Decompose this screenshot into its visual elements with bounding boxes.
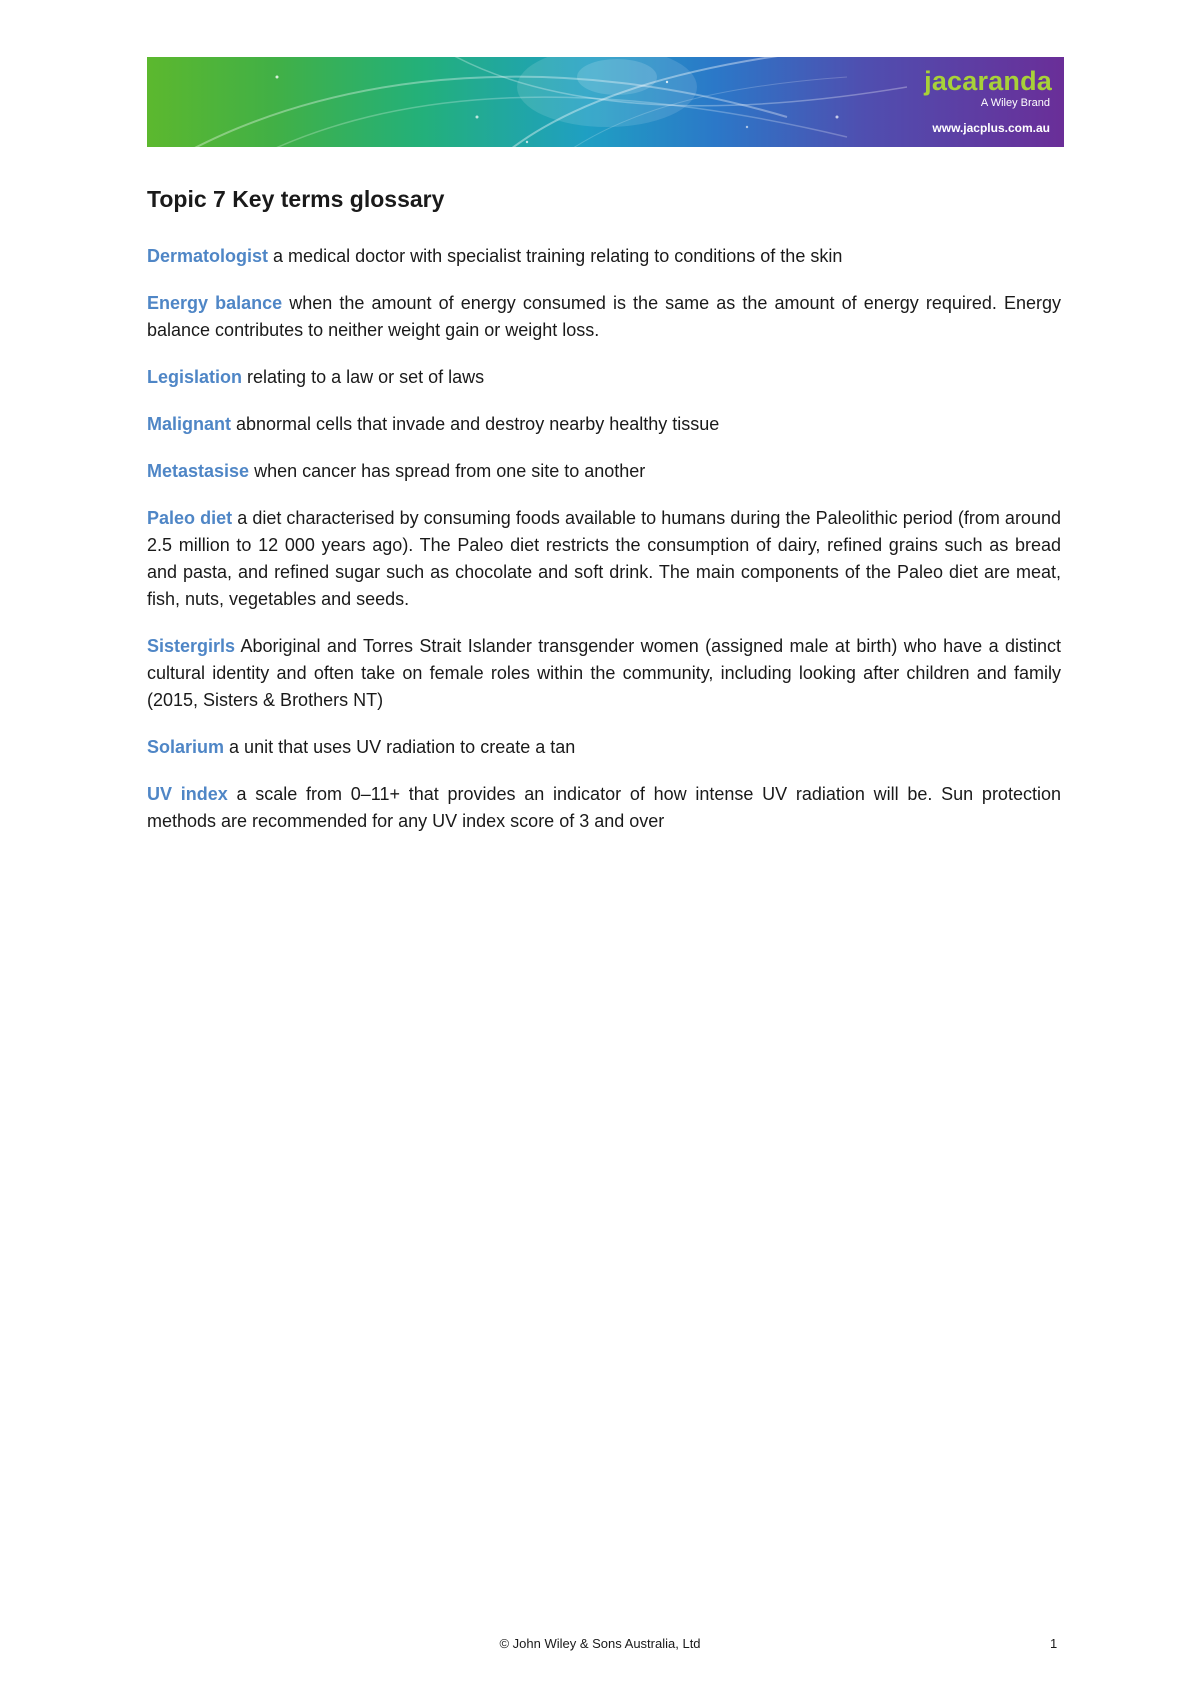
brand-tagline: A Wiley Brand — [980, 97, 1050, 109]
glossary-term: Paleo diet — [147, 508, 233, 528]
brand-logo — [924, 67, 1052, 109]
glossary-term: Sistergirls — [147, 636, 236, 656]
glossary-term: Solarium — [147, 737, 225, 757]
glossary-entry — [147, 734, 1061, 761]
glossary-term: Metastasise — [147, 461, 250, 481]
glossary-entry — [147, 458, 1061, 485]
glossary-term: Legislation — [147, 367, 243, 387]
page-number: 1 — [1050, 1636, 1058, 1651]
footer-copyright: © John Wiley & Sons Australia, Ltd — [499, 1636, 701, 1651]
glossary-definition: a scale from 0–11+ that provides an indicator of how intense UV radiation will be. Sun protection methods are recommended for any UV index score of 3 and over — [147, 784, 1061, 831]
glossary-definition: when the amount of energy consumed is the same as the amount of energy required. Energy balance contributes to neither weight gain or weight loss. — [147, 293, 1061, 340]
glossary-term: Malignant — [147, 414, 231, 434]
glossary-definition: Aboriginal and Torres Strait Islander transgender women (assigned male at birth) who have a distinct cultural identity and often take on female roles within the community, including looking after children and family (2015, Sisters & Brothers NT) — [147, 636, 1061, 710]
glossary-definition: when cancer has spread from one site to another — [254, 461, 646, 481]
glossary-entry — [147, 290, 1061, 344]
glossary-entry — [147, 243, 1061, 270]
brand-name: jacaranda — [924, 66, 1052, 96]
glossary-term: Dermatologist — [147, 246, 269, 266]
glossary-definition: a unit that uses UV radiation to create a tan — [229, 737, 576, 757]
glossary-entry — [147, 364, 1061, 391]
glossary-entry — [147, 411, 1061, 438]
glossary-entry — [147, 781, 1061, 835]
page-title: Topic 7 Key terms glossary — [147, 186, 445, 212]
glossary-definition: relating to a law or set of laws — [247, 367, 485, 387]
glossary-entry — [147, 505, 1061, 613]
glossary-entry — [147, 633, 1061, 714]
brand-url: www.jacplus.com.au — [932, 121, 1050, 135]
header-banner — [147, 57, 1064, 147]
glossary-term: Energy balance — [147, 293, 283, 313]
glossary-definition: a medical doctor with specialist training relating to conditions of the skin — [273, 246, 843, 266]
glossary-definition: a diet characterised by consuming foods available to humans during the Paleolithic period (from around 2.5 million to 12 000 years ago). The Paleo diet restricts the consumption of dairy, refined grains such as bread and pasta, and refined sugar such as chocolate and soft drink. The main components of the Paleo diet are meat, fish, nuts, vegetables and seeds. — [147, 508, 1061, 609]
glossary-definition: abnormal cells that invade and destroy nearby healthy tissue — [236, 414, 720, 434]
glossary-term: UV index — [147, 784, 228, 804]
glossary-list — [147, 243, 1061, 855]
